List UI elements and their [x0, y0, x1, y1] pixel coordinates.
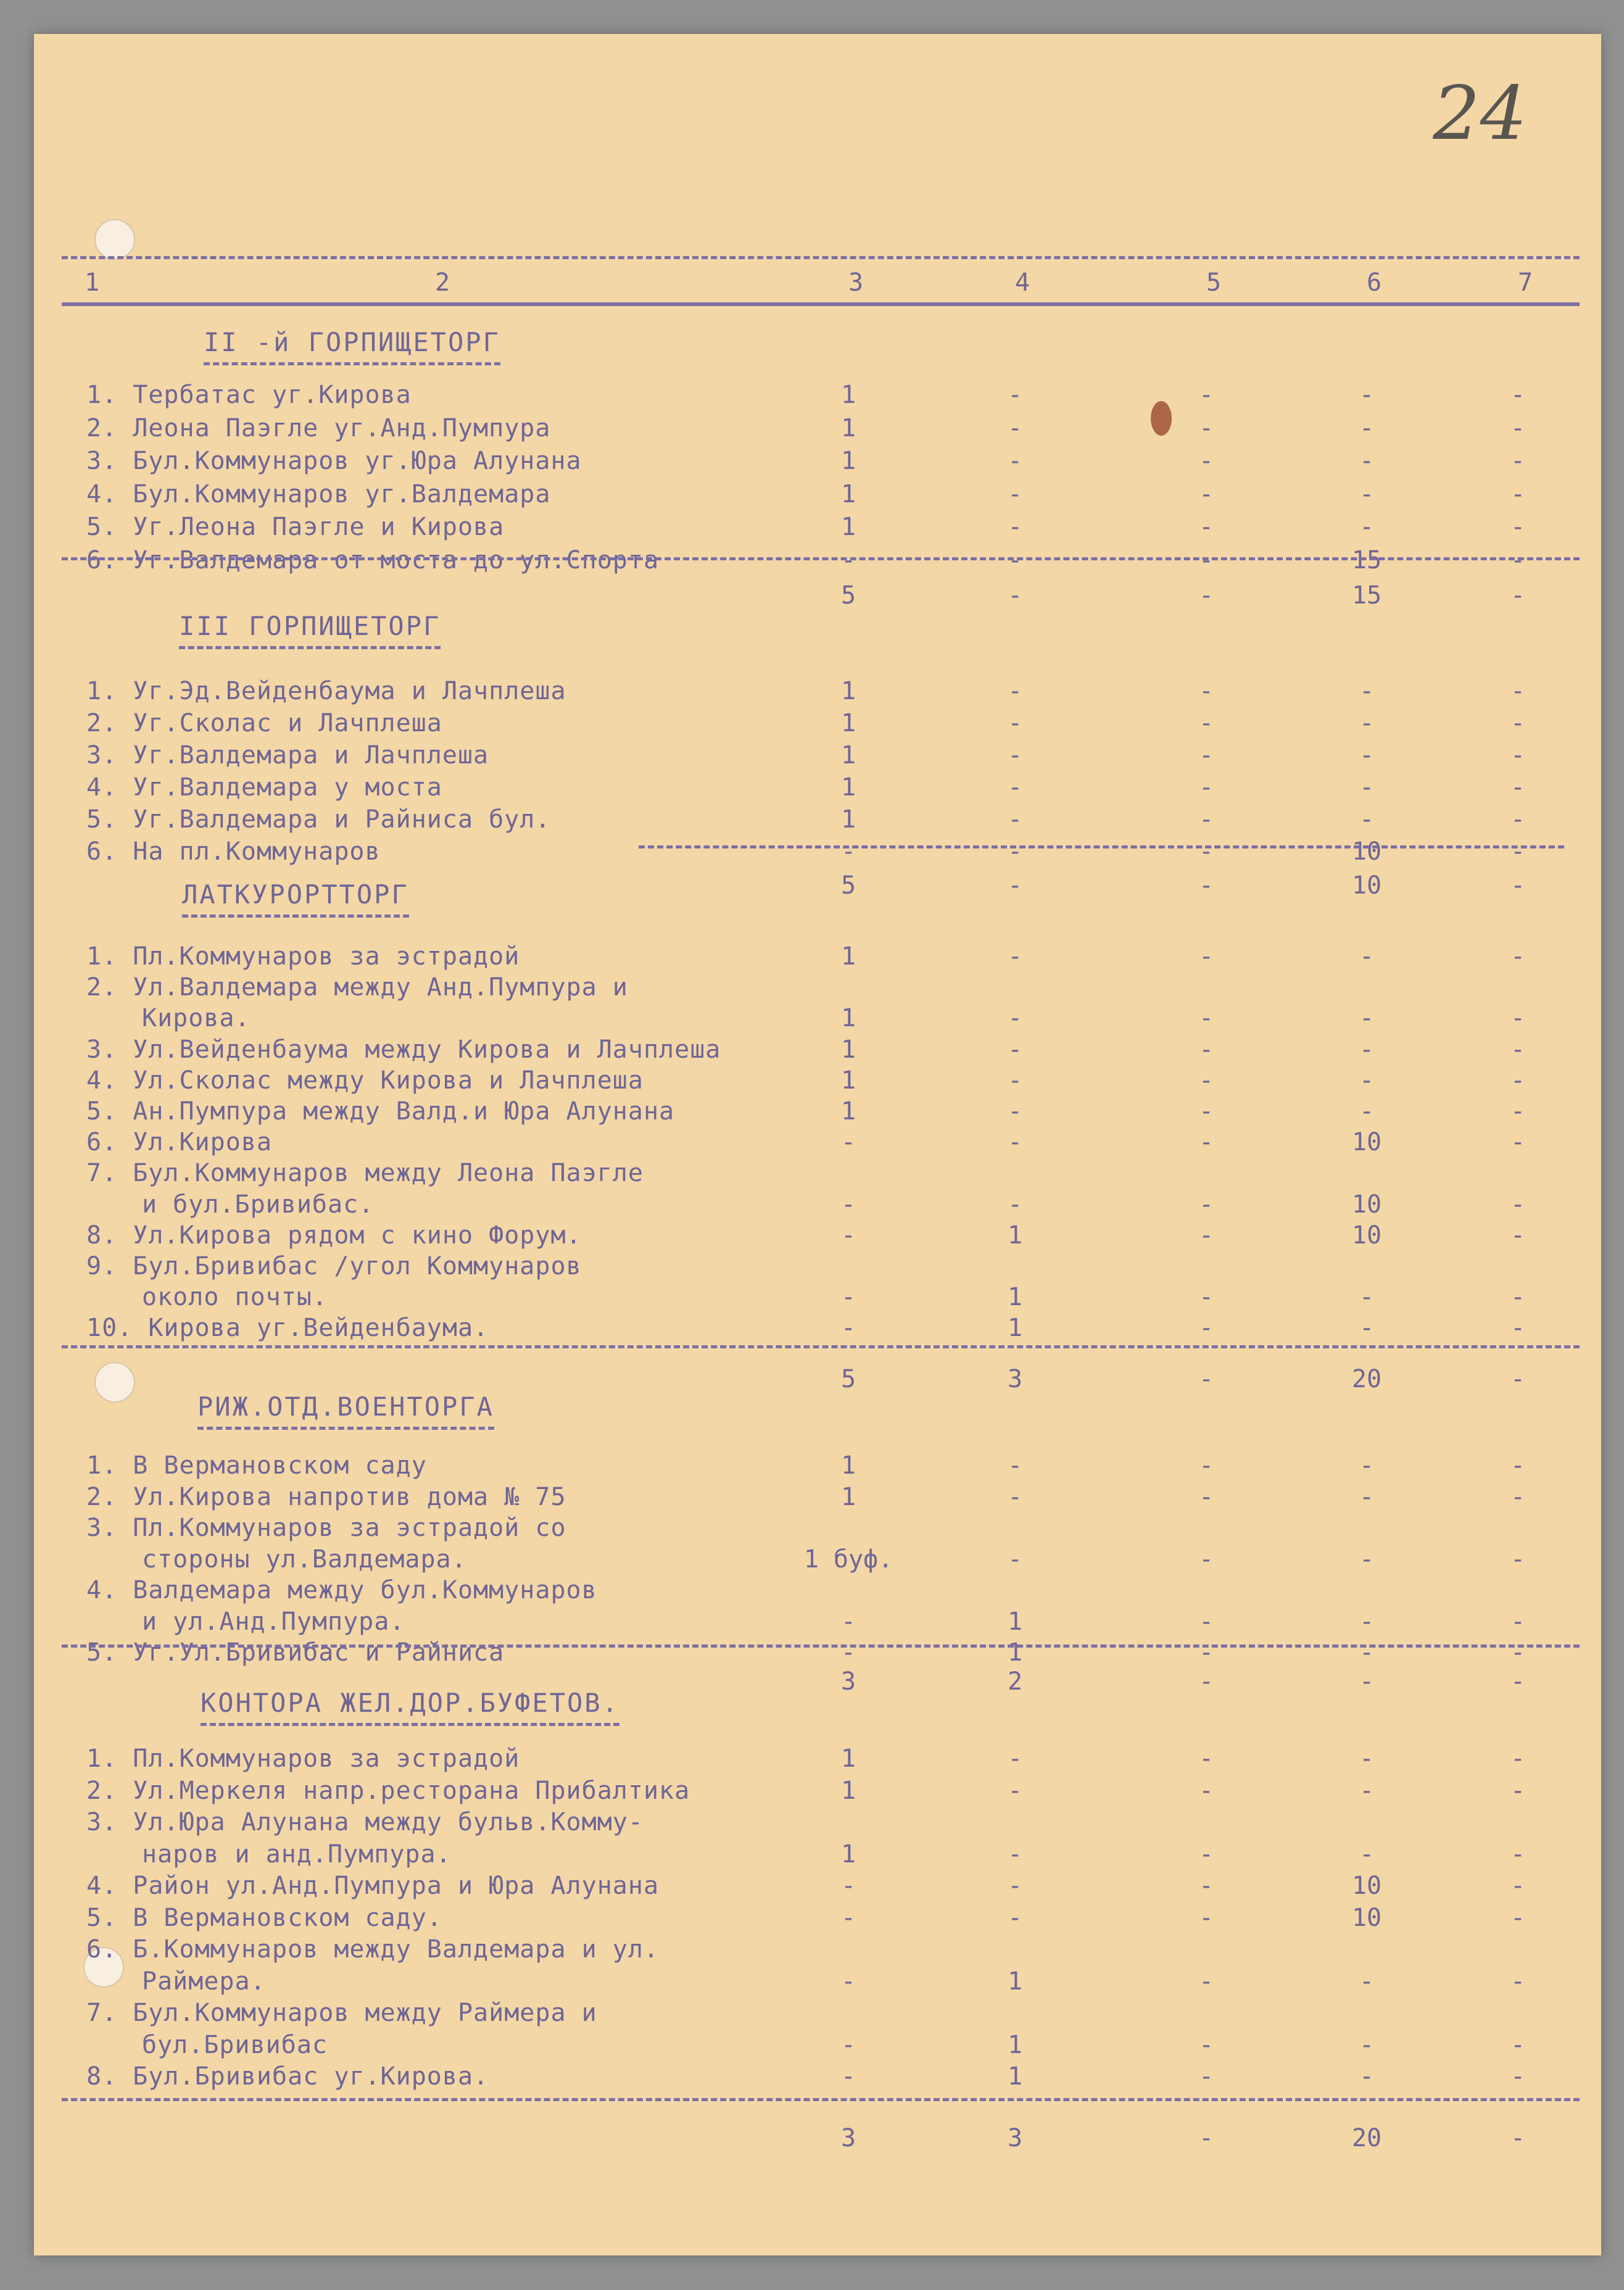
- header-bottom-rule: [62, 302, 1580, 306]
- table-cell-col-6: 10: [1351, 837, 1382, 866]
- table-cell-col-7: -: [1510, 1904, 1526, 1932]
- table-cell-col-5: -: [1198, 1066, 1214, 1095]
- table-cell-col-7: -: [1510, 1967, 1526, 1996]
- table-row-description: 6. Ул.Кирова: [86, 1128, 272, 1156]
- table-cell-col-5: -: [1198, 677, 1214, 705]
- table-cell-col-4: 1: [1007, 1283, 1023, 1311]
- table-cell-col-7: -: [1510, 1483, 1526, 1511]
- table-row-description: 3. Пл.Коммунаров за эстрадой со: [86, 1514, 566, 1542]
- table-cell-col-7: -: [1510, 1744, 1526, 1773]
- section-total-col-3: 5: [840, 581, 856, 610]
- table-row-description: 2. Уг.Сколас и Лачплеша: [86, 709, 442, 737]
- table-cell-col-5: -: [1198, 414, 1214, 442]
- table-cell-col-4: -: [1007, 1066, 1023, 1095]
- section-total-col-3: 5: [840, 1365, 856, 1393]
- col-header-7: 7: [1518, 268, 1533, 297]
- table-cell-col-7: -: [1510, 1097, 1526, 1126]
- table-cell-col-6: -: [1359, 1004, 1375, 1032]
- col-header-1: 1: [85, 268, 100, 297]
- section-total-col-5: -: [1198, 1667, 1214, 1696]
- table-row-description: 3. Бул.Коммунаров уг.Юра Алунана: [86, 447, 582, 475]
- section-total-col-5: -: [1198, 1365, 1214, 1393]
- table-cell-col-4: -: [1007, 837, 1023, 866]
- section-total-col-5: -: [1198, 581, 1214, 610]
- table-row-description: 3. Ул.Юра Алунана между бульв.Комму-: [86, 1808, 644, 1836]
- table-cell-col-5: -: [1198, 1221, 1214, 1250]
- table-cell-col-5: -: [1198, 1190, 1214, 1219]
- section-total-col-7: -: [1510, 581, 1526, 610]
- table-cell-col-5: -: [1198, 1483, 1214, 1511]
- handwritten-page-number: 24: [1433, 71, 1527, 157]
- table-cell-col-6: -: [1359, 709, 1375, 737]
- table-row-description: бул.Бривибас: [142, 2031, 328, 2059]
- col-header-5: 5: [1206, 268, 1222, 297]
- table-cell-col-4: -: [1007, 741, 1023, 770]
- table-cell-col-5: -: [1198, 1638, 1214, 1667]
- section-title: КОНТОРА ЖЕЛ.ДОР.БУФЕТОВ.: [201, 1688, 619, 1726]
- table-row-description: 3. Ул.Вейденбаума между Кирова и Лачплеша: [86, 1035, 721, 1064]
- section-total-col-7: -: [1510, 2124, 1526, 2152]
- table-row-description: 2. Ул.Валдемара между Анд.Пумпура и: [86, 973, 628, 1002]
- section-total-col-3: 3: [840, 1667, 856, 1696]
- table-cell-col-4: -: [1007, 1904, 1023, 1932]
- table-cell-col-3: 1: [840, 942, 856, 971]
- table-cell-col-4: -: [1007, 1190, 1023, 1219]
- table-row-description: 1. Тербатас уг.Кирова: [86, 381, 412, 409]
- table-cell-col-5: -: [1198, 513, 1214, 541]
- table-cell-col-6: -: [1359, 480, 1375, 508]
- table-cell-col-4: -: [1007, 677, 1023, 705]
- table-cell-col-7: -: [1510, 773, 1526, 802]
- table-cell-col-3: 1: [840, 709, 856, 737]
- section-total-rule: [62, 1345, 1580, 1348]
- table-cell-col-4: 1: [1007, 1608, 1023, 1636]
- table-row-description: Кирова.: [142, 1004, 251, 1032]
- table-cell-col-4: -: [1007, 414, 1023, 442]
- table-row-description: 4. Район ул.Анд.Пумпура и Юра Алунана: [86, 1872, 660, 1900]
- table-cell-col-5: -: [1198, 1872, 1214, 1900]
- table-cell-col-7: -: [1510, 1128, 1526, 1156]
- table-cell-col-3: -: [840, 1314, 856, 1342]
- table-cell-col-3: 1: [840, 480, 856, 508]
- table-cell-col-4: 1: [1007, 1221, 1023, 1250]
- table-row-description: 2. Ул.Меркеля напр.ресторана Прибалтика: [86, 1777, 690, 1805]
- table-cell-col-7: -: [1510, 1840, 1526, 1869]
- table-cell-col-3: -: [840, 546, 856, 575]
- section-total-col-6: -: [1359, 1667, 1375, 1696]
- section-total-col-5: -: [1198, 2124, 1214, 2152]
- table-cell-col-6: -: [1359, 677, 1375, 705]
- table-row-description: 5. Ан.Пумпура между Валд.и Юра Алунана: [86, 1097, 675, 1126]
- table-cell-col-6: -: [1359, 1097, 1375, 1126]
- table-row-description: 8. Бул.Бривибас уг.Кирова.: [86, 2062, 489, 2091]
- table-cell-col-6: -: [1359, 2031, 1375, 2059]
- archival-document-page: [34, 34, 1601, 2255]
- ink-stain: [1151, 401, 1172, 436]
- table-cell-col-3: -: [840, 1967, 856, 1996]
- table-cell-col-5: -: [1198, 1777, 1214, 1805]
- table-cell-col-3: -: [840, 1638, 856, 1667]
- table-cell-col-5: -: [1198, 2031, 1214, 2059]
- table-cell-col-3: -: [840, 1283, 856, 1311]
- section-total-col-6: 10: [1351, 871, 1382, 900]
- section-title: II -й ГОРПИЩЕТОРГ: [204, 327, 500, 365]
- table-cell-col-3: 1: [840, 773, 856, 802]
- table-row-description: 5. В Вермановском саду.: [86, 1904, 442, 1932]
- table-cell-col-7: -: [1510, 1035, 1526, 1064]
- section-title: РИЖ.ОТД.ВОЕНТОРГА: [197, 1392, 494, 1430]
- table-cell-col-5: -: [1198, 546, 1214, 575]
- table-cell-col-6: 10: [1351, 1221, 1382, 1250]
- table-cell-col-7: -: [1510, 1545, 1526, 1574]
- table-cell-col-6: 10: [1351, 1904, 1382, 1932]
- table-cell-col-3: 1: [840, 1777, 856, 1805]
- table-cell-col-7: -: [1510, 513, 1526, 541]
- table-cell-col-5: -: [1198, 837, 1214, 866]
- table-row-description: 2. Леона Паэгле уг.Анд.Пумпура: [86, 414, 551, 442]
- table-cell-col-5: -: [1198, 1283, 1214, 1311]
- header-top-rule: [62, 256, 1580, 259]
- table-cell-col-7: -: [1510, 414, 1526, 442]
- table-cell-col-5: -: [1198, 1004, 1214, 1032]
- table-row-description: Раймера.: [142, 1967, 266, 1996]
- table-row-description: 6. Уг.Валдемара от моста до ул.Спорта: [86, 546, 660, 575]
- table-cell-col-3: 1: [840, 447, 856, 475]
- table-cell-col-7: -: [1510, 1283, 1526, 1311]
- section-total-rule: [62, 2098, 1580, 2101]
- table-cell-col-7: -: [1510, 837, 1526, 866]
- table-cell-col-3: 1 буф.: [803, 1545, 893, 1574]
- table-cell-col-4: -: [1007, 709, 1023, 737]
- table-cell-col-6: -: [1359, 805, 1375, 834]
- table-cell-col-7: -: [1510, 546, 1526, 575]
- table-cell-col-6: -: [1359, 2062, 1375, 2091]
- table-row-description: 9. Бул.Бривибас /угол Коммунаров: [86, 1252, 582, 1280]
- table-cell-col-6: -: [1359, 773, 1375, 802]
- section-total-col-4: 3: [1007, 2124, 1023, 2152]
- table-cell-col-6: -: [1359, 1314, 1375, 1342]
- table-cell-col-4: -: [1007, 546, 1023, 575]
- table-cell-col-7: -: [1510, 1608, 1526, 1636]
- table-cell-col-4: -: [1007, 773, 1023, 802]
- table-cell-col-5: -: [1198, 1128, 1214, 1156]
- table-cell-col-3: -: [840, 1221, 856, 1250]
- section-total-col-5: -: [1198, 871, 1214, 900]
- table-cell-col-4: -: [1007, 381, 1023, 409]
- table-cell-col-6: -: [1359, 1545, 1375, 1574]
- table-cell-col-6: -: [1359, 1777, 1375, 1805]
- table-cell-col-4: 1: [1007, 2031, 1023, 2059]
- table-cell-col-7: -: [1510, 1451, 1526, 1480]
- table-cell-col-7: -: [1510, 447, 1526, 475]
- table-cell-col-3: 1: [840, 1066, 856, 1095]
- table-cell-col-4: -: [1007, 1097, 1023, 1126]
- table-row-description: 4. Ул.Сколас между Кирова и Лачплеша: [86, 1066, 644, 1095]
- table-cell-col-7: -: [1510, 480, 1526, 508]
- table-cell-col-4: -: [1007, 1035, 1023, 1064]
- table-cell-col-3: -: [840, 1872, 856, 1900]
- table-cell-col-7: -: [1510, 2062, 1526, 2091]
- table-cell-col-3: 1: [840, 1483, 856, 1511]
- table-row-description: 10. Кирова уг.Вейденбаума.: [86, 1314, 489, 1342]
- section-total-col-4: -: [1007, 581, 1023, 610]
- table-row-description: 1. Уг.Эд.Вейденбаума и Лачплеша: [86, 677, 566, 705]
- table-cell-col-7: -: [1510, 741, 1526, 770]
- table-cell-col-4: -: [1007, 1128, 1023, 1156]
- table-cell-col-5: -: [1198, 709, 1214, 737]
- table-cell-col-5: -: [1198, 1840, 1214, 1869]
- section-total-col-7: -: [1510, 1365, 1526, 1393]
- table-row-description: 5. Уг.Леона Паэгле и Кирова: [86, 513, 505, 541]
- table-cell-col-6: -: [1359, 1483, 1375, 1511]
- table-cell-col-3: 1: [840, 381, 856, 409]
- table-cell-col-7: -: [1510, 805, 1526, 834]
- section-total-col-6: 15: [1351, 581, 1382, 610]
- table-cell-col-6: -: [1359, 1608, 1375, 1636]
- table-cell-col-5: -: [1198, 1451, 1214, 1480]
- table-cell-col-3: 1: [840, 1744, 856, 1773]
- section-total-col-4: 3: [1007, 1365, 1023, 1393]
- table-cell-col-7: -: [1510, 2031, 1526, 2059]
- table-cell-col-4: -: [1007, 1451, 1023, 1480]
- table-row-description: 1. Пл.Коммунаров за эстрадой: [86, 942, 520, 971]
- table-cell-col-5: -: [1198, 2062, 1214, 2091]
- table-cell-col-4: -: [1007, 1744, 1023, 1773]
- table-row-description: 1. В Вермановском саду: [86, 1451, 427, 1480]
- table-cell-col-3: 1: [840, 1035, 856, 1064]
- section-total-col-4: -: [1007, 871, 1023, 900]
- table-cell-col-4: -: [1007, 805, 1023, 834]
- table-cell-col-3: 1: [840, 677, 856, 705]
- section-total-rule: [62, 1645, 1580, 1648]
- table-cell-col-5: -: [1198, 1904, 1214, 1932]
- table-cell-col-6: -: [1359, 1638, 1375, 1667]
- table-row-description: 2. Ул.Кирова напротив дома № 75: [86, 1483, 566, 1511]
- table-cell-col-6: -: [1359, 1066, 1375, 1095]
- table-cell-col-4: -: [1007, 1004, 1023, 1032]
- table-cell-col-6: -: [1359, 1283, 1375, 1311]
- table-cell-col-7: -: [1510, 1066, 1526, 1095]
- table-cell-col-4: -: [1007, 1872, 1023, 1900]
- table-cell-col-4: 1: [1007, 2062, 1023, 2091]
- table-cell-col-6: -: [1359, 1035, 1375, 1064]
- table-cell-col-4: -: [1007, 447, 1023, 475]
- col-header-4: 4: [1015, 268, 1030, 297]
- table-cell-col-7: -: [1510, 677, 1526, 705]
- table-row-description: стороны ул.Валдемара.: [142, 1545, 467, 1574]
- table-cell-col-4: 1: [1007, 1967, 1023, 1996]
- table-row-description: и ул.Анд.Пумпура.: [142, 1608, 405, 1636]
- table-row-description: 4. Валдемара между бул.Коммунаров: [86, 1576, 597, 1604]
- col-header-6: 6: [1367, 268, 1382, 297]
- table-cell-col-5: -: [1198, 741, 1214, 770]
- table-cell-col-7: -: [1510, 1004, 1526, 1032]
- table-cell-col-7: -: [1510, 1872, 1526, 1900]
- table-cell-col-3: 1: [840, 414, 856, 442]
- table-row-description: 3. Уг.Валдемара и Лачплеша: [86, 741, 489, 770]
- table-cell-col-7: -: [1510, 381, 1526, 409]
- table-cell-col-3: -: [840, 2031, 856, 2059]
- table-cell-col-6: 10: [1351, 1190, 1382, 1219]
- table-cell-col-3: 1: [840, 1840, 856, 1869]
- table-cell-col-4: -: [1007, 1483, 1023, 1511]
- section-total-col-7: -: [1510, 1667, 1526, 1696]
- table-row-description: 4. Бул.Коммунаров уг.Валдемара: [86, 480, 551, 508]
- table-cell-col-5: -: [1198, 1035, 1214, 1064]
- table-cell-col-6: -: [1359, 414, 1375, 442]
- table-cell-col-6: -: [1359, 1451, 1375, 1480]
- table-cell-col-3: 1: [840, 1097, 856, 1126]
- table-cell-col-3: 1: [840, 805, 856, 834]
- punch-hole-middle: [94, 1362, 135, 1403]
- section-total-rule: [62, 557, 1580, 560]
- table-cell-col-6: -: [1359, 447, 1375, 475]
- table-cell-col-6: 10: [1351, 1872, 1382, 1900]
- table-cell-col-7: -: [1510, 1190, 1526, 1219]
- table-cell-col-5: -: [1198, 773, 1214, 802]
- table-cell-col-6: -: [1359, 513, 1375, 541]
- table-cell-col-5: -: [1198, 1314, 1214, 1342]
- section-total-col-7: -: [1510, 871, 1526, 900]
- section-title: ЛАТКУРОРТТОРГ: [182, 879, 409, 918]
- section-total-col-4: 2: [1007, 1667, 1023, 1696]
- table-cell-col-5: -: [1198, 1097, 1214, 1126]
- col-header-3: 3: [848, 268, 864, 297]
- table-cell-col-5: -: [1198, 480, 1214, 508]
- table-cell-col-3: -: [840, 1904, 856, 1932]
- table-cell-col-4: 1: [1007, 1638, 1023, 1667]
- table-cell-col-7: -: [1510, 709, 1526, 737]
- section-total-col-3: 5: [840, 871, 856, 900]
- table-cell-col-6: -: [1359, 1744, 1375, 1773]
- table-cell-col-6: -: [1359, 1840, 1375, 1869]
- section-total-col-6: 20: [1351, 2124, 1382, 2152]
- table-row-description: 8. Ул.Кирова рядом с кино Форум.: [86, 1221, 582, 1250]
- table-row-description: и бул.Бривибас.: [142, 1190, 375, 1219]
- table-cell-col-7: -: [1510, 1638, 1526, 1667]
- table-cell-col-3: 1: [840, 1451, 856, 1480]
- table-cell-col-4: -: [1007, 1777, 1023, 1805]
- table-cell-col-5: -: [1198, 381, 1214, 409]
- section-total-col-3: 3: [840, 2124, 856, 2152]
- table-cell-col-3: 1: [840, 1004, 856, 1032]
- table-cell-col-3: -: [840, 837, 856, 866]
- table-cell-col-3: -: [840, 2062, 856, 2091]
- table-cell-col-5: -: [1198, 805, 1214, 834]
- table-cell-col-4: -: [1007, 513, 1023, 541]
- table-row-description: 4. Уг.Валдемара у моста: [86, 773, 442, 802]
- table-cell-col-7: -: [1510, 1314, 1526, 1342]
- table-cell-col-6: -: [1359, 942, 1375, 971]
- section-total-col-6: 20: [1351, 1365, 1382, 1393]
- table-cell-col-3: 1: [840, 513, 856, 541]
- table-cell-col-3: -: [840, 1190, 856, 1219]
- table-cell-col-4: -: [1007, 1545, 1023, 1574]
- table-row-description: 5. Уг.Ул.Бривибас и Райниса: [86, 1638, 505, 1667]
- col-header-2: 2: [435, 268, 450, 297]
- table-cell-col-4: -: [1007, 1840, 1023, 1869]
- table-cell-col-6: -: [1359, 1967, 1375, 1996]
- table-cell-col-3: 1: [840, 741, 856, 770]
- table-cell-col-6: 10: [1351, 1128, 1382, 1156]
- table-row-description: 1. Пл.Коммунаров за эстрадой: [86, 1744, 520, 1773]
- table-cell-col-3: -: [840, 1128, 856, 1156]
- table-row-description: 5. Уг.Валдемара и Райниса бул.: [86, 805, 551, 834]
- table-cell-col-5: -: [1198, 447, 1214, 475]
- table-row-description: около почты.: [142, 1283, 328, 1311]
- section-total-rule: [639, 845, 1564, 848]
- table-row-description: 7. Бул.Коммунаров между Раймера и: [86, 1999, 597, 2027]
- punch-hole-top: [94, 219, 135, 260]
- section-title: III ГОРПИЩЕТОРГ: [179, 611, 441, 649]
- table-cell-col-6: 15: [1351, 546, 1382, 575]
- table-cell-col-4: 1: [1007, 1314, 1023, 1342]
- table-cell-col-5: -: [1198, 1608, 1214, 1636]
- table-cell-col-6: -: [1359, 741, 1375, 770]
- table-row-description: наров и анд.Пумпура.: [142, 1840, 452, 1869]
- table-cell-col-6: -: [1359, 381, 1375, 409]
- table-row-description: 6. Б.Коммунаров между Валдемара и ул.: [86, 1935, 660, 1964]
- table-cell-col-5: -: [1198, 1967, 1214, 1996]
- table-cell-col-5: -: [1198, 942, 1214, 971]
- table-cell-col-7: -: [1510, 942, 1526, 971]
- table-cell-col-4: -: [1007, 480, 1023, 508]
- table-cell-col-5: -: [1198, 1744, 1214, 1773]
- table-row-description: 7. Бул.Коммунаров между Леона Паэгле: [86, 1159, 644, 1187]
- table-cell-col-3: -: [840, 1608, 856, 1636]
- table-cell-col-7: -: [1510, 1221, 1526, 1250]
- table-row-description: 6. На пл.Коммунаров: [86, 837, 381, 866]
- table-cell-col-7: -: [1510, 1777, 1526, 1805]
- table-cell-col-5: -: [1198, 1545, 1214, 1574]
- table-cell-col-4: -: [1007, 942, 1023, 971]
